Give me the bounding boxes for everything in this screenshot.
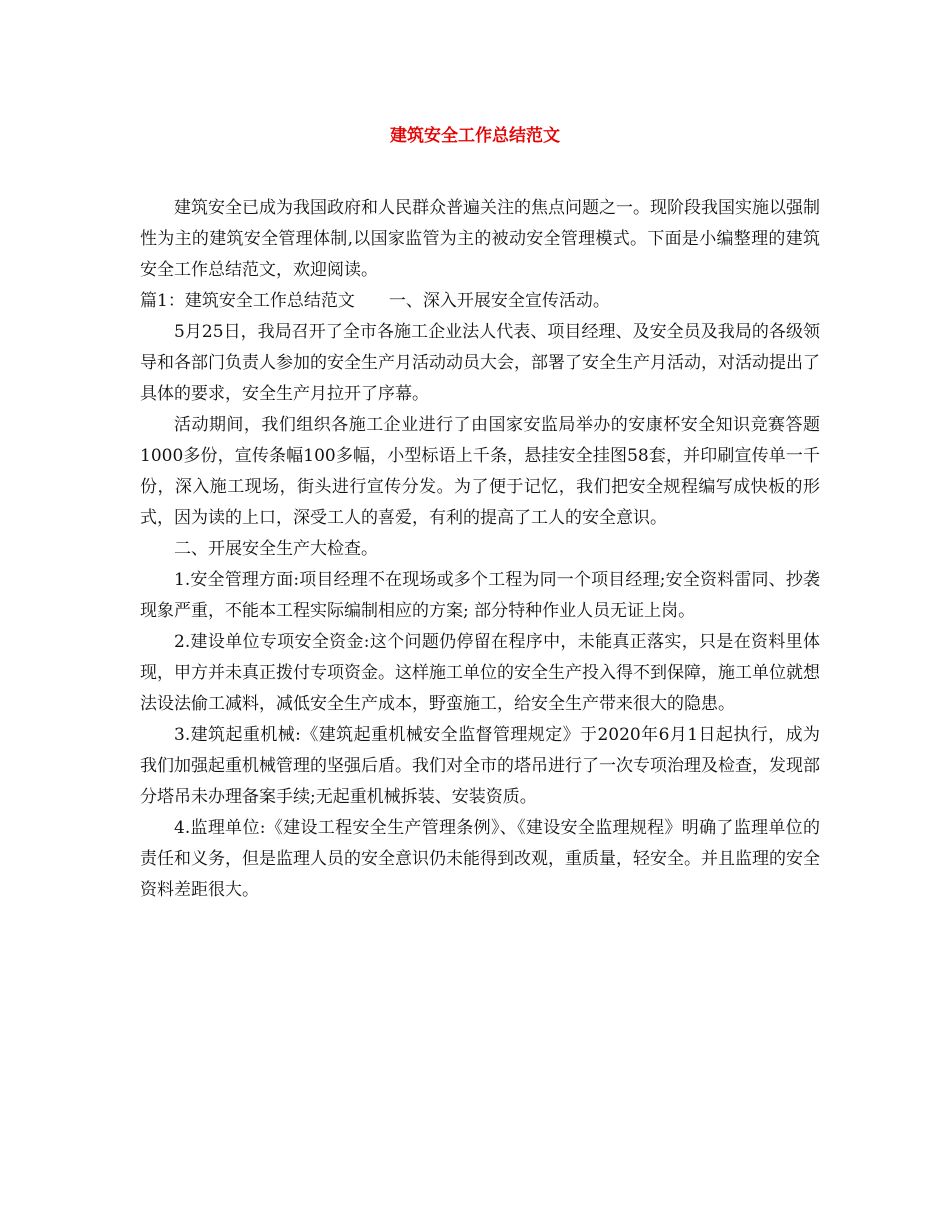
paragraph-inspection-heading: 二、开展安全生产大检查。 bbox=[174, 539, 378, 559]
paragraph-section-heading: 篇1：建筑安全工作总结范文 一、深入开展安全宣传活动。 bbox=[140, 291, 610, 311]
paragraph-may25-meeting: 5月25日，我局召开了全市各施工企业法人代表、项目经理、及安全员及我局的各级领导和各部门负责人参加的安全生产月活动动员大会，部署了安全生产月活动，对活动提出了具体的要求，安全生产月拉开了序幕。 bbox=[140, 322, 820, 404]
paragraph-item-3: 3.建筑起重机械:《建筑起重机械安全监督管理规定》于2020年6月1日起执行，成为我们加强起重机械管理的坚强后盾。我们对全市的塔吊进行了一次专项治理及检查，发现部分塔吊未办理备案手续;无起重机械拆装、安装资质。 bbox=[140, 725, 820, 807]
document-title: 建筑安全工作总结范文 bbox=[390, 126, 560, 146]
paragraph-item-1: 1.安全管理方面:项目经理不在现场或多个工程为同一个项目经理;安全资料雷同、抄袭现象严重，不能本工程实际编制相应的方案; 部分特种作业人员无证上岗。 bbox=[140, 570, 820, 621]
paragraph-intro: 建筑安全已成为我国政府和人民群众普遍关注的焦点问题之一。现阶段我国实施以强制性为主的建筑安全管理体制,以国家监管为主的被动安全管理模式。下面是小编整理的建筑安全工作总结范文，欢迎阅读。 bbox=[140, 198, 820, 280]
paragraph-item-2: 2.建设单位专项安全资金:这个问题仍停留在程序中，未能真正落实，只是在资料里体现，甲方并未真正拨付专项资金。这样施工单位的安全生产投入得不到保障，施工单位就想法设法偷工减料，减低安全生产成本，野蛮施工，给安全生产带来很大的隐患。 bbox=[140, 632, 820, 714]
paragraph-item-4: 4.监理单位:《建设工程安全生产管理条例》、《建设安全监理规程》明确了监理单位的责任和义务，但是监理人员的安全意识仍未能得到改观，重质量，轻安全。并且监理的安全资料差距很大。 bbox=[140, 818, 820, 900]
document-body bbox=[140, 193, 820, 906]
paragraph-activities: 活动期间，我们组织各施工企业进行了由国家安监局举办的安康杯安全知识竞赛答题1000多份，宣传条幅100多幅，小型标语上千条，悬挂安全挂图58套，并印刷宣传单一千份，深入施工现场，街头进行宣传分发。为了便于记忆，我们把安全规程编写成快板的形式，因为读的上口，深受工人的喜爱，有利的提高了工人的安全意识。 bbox=[140, 415, 820, 528]
